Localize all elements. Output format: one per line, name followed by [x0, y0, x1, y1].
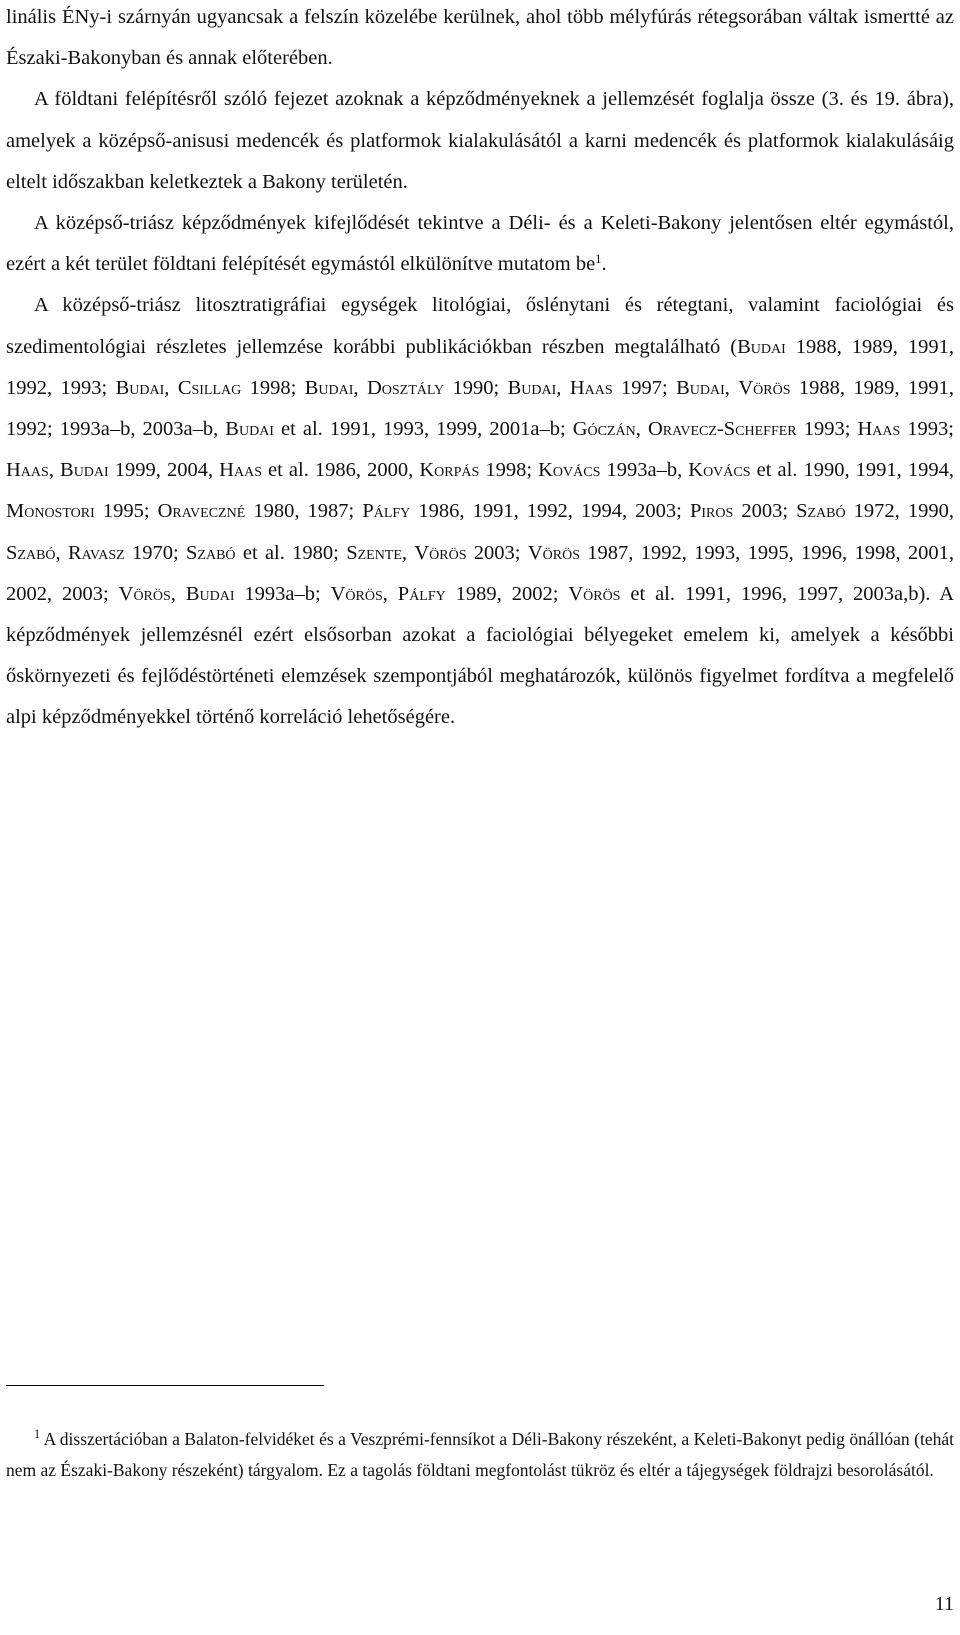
reference-text: , [170, 582, 186, 605]
author-name: Budai [60, 459, 109, 482]
author-name: Szabó [186, 541, 236, 564]
author-name: Budai [225, 418, 274, 441]
footnote-text: $^1$ A disszertációban a Balaton-felvidéket és a Veszprémi-fennsíkot a Déli-Bakony részeként, a Keleti-Bakonyt pedig önállóan (tehát nem az Északi-Bakony részeként) tárgyalom. Ez a tagolás földtani megfontolást tükröz és eltér a tájegységek földrajzi besorolásától. [6, 1427, 954, 1480]
reference-text: A középső-triász litosztratigráfiai egységek litológiai, őslénytani és rétegtani, valamint faciológiai és szedimentológiai részletes jellemzése korábbi publikációkban részben megtalálható ( [6, 294, 954, 358]
author-name: Vörös [330, 582, 383, 605]
author-name: Haas [219, 459, 262, 482]
reference-text: , [48, 459, 61, 482]
author-name: Korpás [419, 459, 480, 482]
reference-text: , [635, 418, 648, 441]
reference-text: , [55, 541, 68, 564]
author-name: Budai [676, 376, 725, 399]
reference-text: 1993; [796, 418, 858, 441]
author-name: Pálfy [397, 582, 446, 605]
author-name: Ravasz [67, 541, 125, 564]
reference-text: 1995; [94, 500, 158, 523]
author-name: Budai [737, 335, 786, 358]
author-name: Szabó [796, 500, 846, 523]
reference-text: 1998; [241, 376, 305, 399]
reference-text: et al. 1990, 1991, 1994, [750, 459, 954, 482]
reference-text: 1997; [612, 376, 677, 399]
author-name: Szabó [6, 541, 56, 564]
reference-text: , [164, 376, 178, 399]
paragraph-continuation: linális ÉNy-i szárnyán ugyancsak a felszín közelébe kerülnek, ahol több mélyfúrás rétegsorában váltak ismertté az Északi-Bakonyban és annak előterében. [6, 6, 954, 70]
reference-text: , [382, 582, 398, 605]
reference-text: 1990; [444, 376, 508, 399]
reference-text: 1998; [479, 459, 539, 482]
reference-text: , [401, 541, 415, 564]
author-name: Csillag [177, 376, 242, 399]
author-name: Haas [6, 459, 49, 482]
author-name: Góczán [572, 418, 636, 441]
author-name: Haas [569, 376, 613, 399]
footnote-number: 1 [34, 1427, 41, 1442]
author-name: Vörös [527, 541, 580, 564]
reference-text: 1987, 1992, 1993, 1995, 1996, 1998, 2001, 2002, 2003; [6, 541, 955, 605]
author-name: Kovács [538, 459, 601, 482]
author-name: Haas [857, 418, 901, 441]
reference-text: 1970; [124, 541, 187, 564]
page-number: 11 [934, 1593, 954, 1615]
paragraph-scope: A földtani felépítésről szóló fejezet azoknak a képződményeknek a jellemzését foglalja össze (3. és 19. ábra), amelyek a középső-anisusi medencék és platformok kialakulásától a karni medencék és platformok kialakulásáig eltelt időszakban keletkeztek a Bakony területén. [6, 88, 954, 193]
paragraph-references [6, 285, 954, 738]
reference-text: et al. 1991, 1993, 1999, 2001a–b; [273, 418, 573, 441]
reference-text: 2003; [466, 541, 528, 564]
author-name: Vörös [118, 582, 171, 605]
author-name: Vörös [568, 582, 621, 605]
reference-text: 1999, 2004, [108, 459, 220, 482]
footnote-marker[interactable]: 1 [595, 252, 602, 267]
paragraph-regions: A középső-triász képződmények kifejlődését tekintve a Déli- és a Keleti-Bakony jelentősen eltér egymástól, ezért a két terület földtani felépítését egymástól elkülönítve mutatom $be^1$. [6, 212, 954, 276]
reference-text: et al. 1991, 1996, 1997, 2003a,b). A képződmények jellemzésnél ezért elsősorban azokat a faciológiai bélyegeket emelem ki, amelyek a későbbi őskörnyezeti és fejlődéstörténeti elemzések szempontjából meghatározók, különös figyelmet fordítva a megfelelő alpi képződményekkel történő korreláció lehetőségére. [6, 582, 954, 729]
reference-text: 1989, 2002; [445, 582, 569, 605]
reference-text: , [556, 376, 570, 399]
author-name: Vörös [738, 376, 791, 399]
reference-text: 1988, 1989, 1991, 1992, 1993; [6, 335, 954, 399]
reference-text: , [353, 376, 367, 399]
reference-text: 1986, 1991, 1992, 1994, 2003; [410, 500, 690, 523]
reference-text: 1988, 1989, 1991, 1992; 1993a–b, 2003a–b, [6, 376, 955, 441]
author-name: Budai [115, 376, 165, 399]
author-name: Szente [346, 541, 402, 564]
author-name: Piros [689, 500, 734, 523]
author-name: Pálfy [362, 500, 411, 523]
footnote [6, 1424, 954, 1486]
body-text [6, 0, 954, 739]
author-name: Dosztály [366, 376, 445, 399]
reference-text: , [724, 376, 739, 399]
author-name: Oravecz-Scheffer [647, 418, 797, 441]
reference-text: 1993; [900, 418, 954, 441]
reference-text: et al. 1986, 2000, [261, 459, 420, 482]
author-name: Kovács [688, 459, 751, 482]
reference-text: 1980, 1987; [245, 500, 363, 523]
reference-text: 2003; [733, 500, 797, 523]
reference-text: 1972, 1990, [845, 500, 955, 523]
reference-text: 1993a–b, [600, 459, 689, 482]
author-name: Oravecz [157, 500, 227, 523]
footnote-divider [6, 1385, 324, 1386]
author-name: Budai [304, 376, 354, 399]
reference-text: et al. 1980; [235, 541, 347, 564]
reference-text: 1993a–b; [234, 582, 331, 605]
author-name: Budai [185, 582, 235, 605]
author-name: Monostori [6, 500, 95, 523]
author-name: Budai [507, 376, 557, 399]
author-name: Vörös [414, 541, 467, 564]
author-name: né [226, 500, 246, 523]
